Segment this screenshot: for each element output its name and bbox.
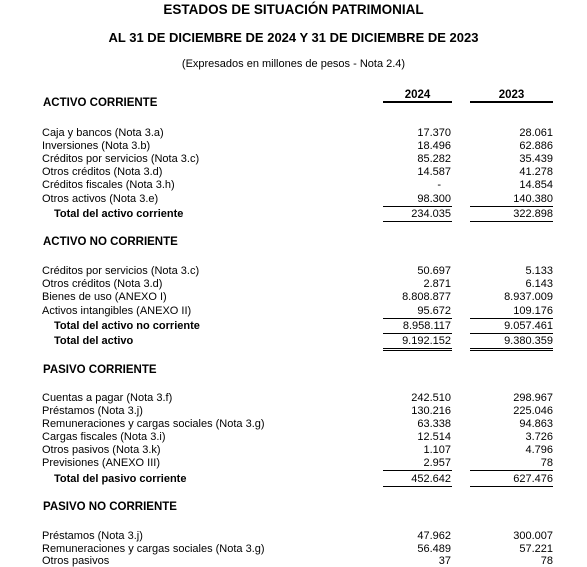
value-2024: 95.672 [417,305,451,317]
value-2023: 4.796 [525,444,553,456]
table-row [42,179,562,191]
subtotal-rule [383,318,452,319]
row-label: Otros pasivos (Nota 3.k) [42,444,161,456]
value-2024: 18.496 [417,140,451,152]
row-label: Créditos por servicios (Nota 3.c) [42,153,200,165]
row-label: Inversiones (Nota 3.b) [42,140,151,152]
grand-total-row [42,335,562,347]
table-row [42,166,562,178]
grand-total-label: Total del activo [54,335,134,347]
value-2024: 47.962 [417,530,451,542]
row-label: Préstamos (Nota 3.j) [42,530,143,542]
total-label: Total del activo corriente [54,208,184,220]
table-row [42,418,562,430]
section-heading-pasivo-no-corriente: PASIVO NO CORRIENTE [43,501,177,513]
row-label: Cuentas a pagar (Nota 3.f) [42,392,173,404]
value-2023: 94.863 [519,418,553,430]
value-2024: 85.282 [417,153,451,165]
value-2024: 130.216 [411,405,451,417]
column-header-rule-2024 [383,101,452,103]
value-2024: 17.370 [417,127,451,139]
row-label: Remuneraciones y cargas sociales (Nota 3.g) [42,543,265,555]
total-label: Total del activo no corriente [54,320,200,332]
grand-total-value-2023: 9.380.359 [504,335,553,347]
total-rule [470,486,553,487]
subtotal-rule [470,318,553,319]
table-row [42,405,562,417]
value-2023: 298.967 [513,392,553,404]
total-value-2023: 9.057.461 [504,320,553,332]
subtotal-rule [470,206,553,207]
value-2023: 57.221 [519,543,553,555]
value-2024: 242.510 [411,392,451,404]
row-label: Caja y bancos (Nota 3.a) [42,127,164,139]
document-note: (Expresados en millones de pesos - Nota 2.4) [181,58,406,70]
table-row [42,305,562,317]
row-label: Activos intangibles (ANEXO II) [42,305,192,317]
double-underline [470,348,553,351]
row-label: Remuneraciones y cargas sociales (Nota 3.g) [42,418,265,430]
value-2023: 140.380 [513,193,553,205]
value-2023: 28.061 [519,127,553,139]
double-underline [383,348,452,351]
value-2024: 98.300 [417,193,451,205]
value-2024: 2.957 [423,457,451,469]
column-header-2024: 2024 [404,89,431,101]
total-row [42,473,562,485]
value-2024: 56.489 [417,543,451,555]
value-2023: 35.439 [519,153,553,165]
value-2023: 3.726 [525,431,553,443]
value-2024: 14.587 [417,166,451,178]
total-value-2024: 234.035 [411,208,451,220]
row-label: Créditos fiscales (Nota 3.h) [42,179,175,191]
section-heading-activo-no-corriente: ACTIVO NO CORRIENTE [43,236,178,248]
value-2023: 14.854 [519,179,553,191]
table-row [42,457,562,469]
value-2024: 37 [438,555,451,567]
total-value-2023: 627.476 [513,473,553,485]
table-row [42,193,562,205]
value-2023: 5.133 [525,265,553,277]
subtotal-rule [383,470,452,471]
grand-total-value-2024: 9.192.152 [402,335,451,347]
total-rule [470,221,553,222]
row-label: Otros créditos (Nota 3.d) [42,166,163,178]
value-2024: 2.871 [423,278,451,290]
row-label: Otros pasivos [42,555,110,567]
value-2023: 109.176 [513,305,553,317]
value-2024: 50.697 [417,265,451,277]
table-row [42,127,562,139]
value-2024: 12.514 [417,431,451,443]
table-row [42,291,562,303]
total-value-2024: 8.958.117 [402,320,451,332]
subtotal-rule [470,470,553,471]
total-value-2023: 322.898 [513,208,553,220]
value-2023: 6.143 [525,278,553,290]
value-2024: 1.107 [423,444,451,456]
document-title: ESTADOS DE SITUACIÓN PATRIMONIAL [163,2,424,17]
row-label: Bienes de uso (ANEXO I) [42,291,167,303]
total-rule [383,333,452,334]
total-row [42,208,562,220]
value-2023: 78 [540,555,553,567]
total-label: Total del pasivo corriente [54,473,187,485]
subtotal-rule [383,206,452,207]
table-row [42,278,562,290]
row-label: Otros activos (Nota 3.e) [42,193,159,205]
table-row [42,555,562,567]
value-2023: 78 [540,457,553,469]
value-2023: 300.007 [513,530,553,542]
total-rule [470,333,553,334]
total-value-2024: 452.642 [411,473,451,485]
table-row [42,431,562,443]
value-2024: 8.808.877 [402,291,451,303]
row-label: Préstamos (Nota 3.j) [42,405,143,417]
table-row [42,153,562,165]
column-header-2023: 2023 [498,89,525,101]
table-row [42,530,562,542]
row-label: Otros créditos (Nota 3.d) [42,278,163,290]
total-rule [383,221,452,222]
table-row [42,444,562,456]
table-row [42,140,562,152]
row-label: Créditos por servicios (Nota 3.c) [42,265,200,277]
value-2024: - [437,179,441,191]
value-2023: 41.278 [519,166,553,178]
section-heading-pasivo-corriente: PASIVO CORRIENTE [43,364,157,376]
value-2023: 8.937.009 [504,291,553,303]
table-row [42,392,562,404]
table-row [42,265,562,277]
row-label: Previsiones (ANEXO III) [42,457,160,469]
column-header-rule-2023 [470,101,553,103]
row-label: Cargas fiscales (Nota 3.i) [42,431,166,443]
value-2023: 225.046 [513,405,553,417]
section-heading-activo-corriente: ACTIVO CORRIENTE [43,97,158,109]
total-rule [383,486,452,487]
value-2023: 62.886 [519,140,553,152]
value-2024: 63.338 [417,418,451,430]
document-subtitle: AL 31 DE DICIEMBRE DE 2024 Y 31 DE DICIEMBRE DE 2023 [108,30,479,45]
table-row [42,543,562,555]
total-row [42,320,562,332]
